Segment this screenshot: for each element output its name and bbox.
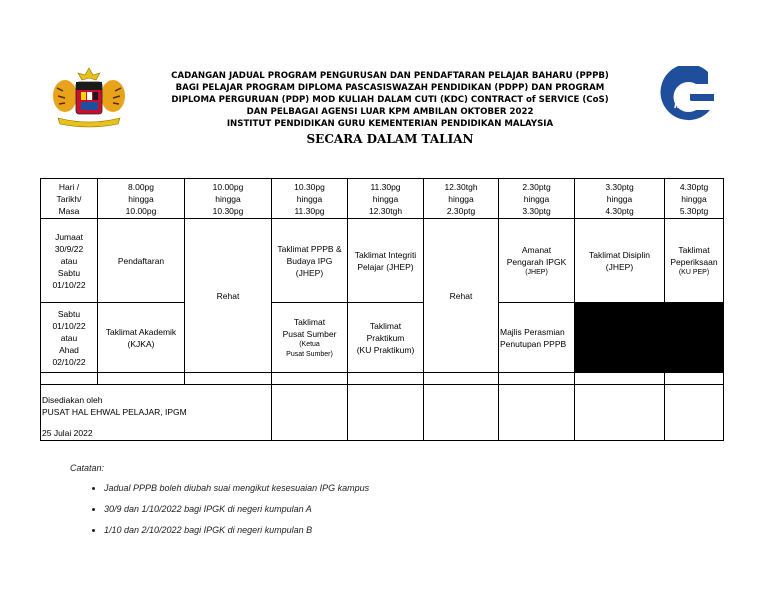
header-cell-time-slot: 2.30ptg hingga 3.30ptg — [499, 179, 575, 219]
session-amanat-pengarah: Amanat Pengarah IPGK (JHEP) — [499, 219, 575, 303]
table-date-row — [41, 427, 724, 441]
session-taklimat-peperiksaan: Taklimat Peperiksaan (KU PEP) — [665, 219, 724, 303]
break-cell: Rehat — [424, 219, 499, 373]
session-majlis-perasmian: Majlis Perasmian Penutupan PPPB — [499, 303, 575, 373]
table-row-day-2 — [41, 303, 724, 373]
coat-of-arms-logo — [48, 66, 130, 130]
notes-section — [70, 463, 369, 545]
header-cell-time-slot: 11.30pg hingga 12.30tgh — [348, 179, 424, 219]
table-spacer-row — [41, 373, 724, 385]
document-date: 25 Julai 2022 — [41, 427, 272, 441]
ipg-logo — [650, 66, 718, 128]
prepared-by-label: Disediakan oleh — [42, 394, 103, 405]
document-header — [140, 70, 640, 147]
table-row-day-1 — [41, 219, 724, 303]
session-taklimat-disiplin: Taklimat Disiplin (JHEP) — [575, 219, 665, 303]
date-cell: Sabtu 01/10/22 atau Ahad 02/10/22 — [41, 303, 98, 373]
header-cell-time-slot: 10.00pg hingga 10.30pg — [185, 179, 272, 219]
header-line: DAN PELBAGAI AGENSI LUAR KPM AMBILAN OKTOBER 2022 — [246, 107, 534, 117]
prepared-by-cell — [41, 385, 272, 427]
ipg-logo-text: IPG — [674, 99, 693, 111]
header-cell-time-slot: 8.00pg hingga 10.00pg — [98, 179, 185, 219]
header-line: CADANGAN JADUAL PROGRAM PENGURUSAN DAN PENDAFTARAN PELAJAR BAHARU (PPPB) — [171, 71, 609, 81]
header-cell-time-slot: 12.30tgh hingga 2.30ptg — [424, 179, 499, 219]
note-item: • 1/10 dan 2/10/2022 bagi IPGK di negeri kumpulan B — [104, 524, 369, 536]
session-taklimat-integriti: Taklimat Integriti Pelajar (JHEP) — [348, 219, 424, 303]
note-item: • 30/9 dan 1/10/2022 bagi IPGK di negeri kumpulan A — [104, 503, 369, 515]
session-taklimat-pusat-sumber: Taklimat Pusat Sumber (Ketua Pusat Sumber) — [272, 303, 348, 373]
document-subtitle: SECARA DALAM TALIAN — [306, 132, 474, 146]
session-taklimat-pppb: Taklimat PPPB & Budaya IPG (JHEP) — [272, 219, 348, 303]
note-item: • Jadual PPPB boleh diubah suai mengikut kesesuaian IPG kampus — [104, 482, 369, 494]
table-header-row — [41, 179, 724, 219]
session-pendaftaran: Pendaftaran — [98, 219, 185, 303]
session-taklimat-praktikum: Taklimat Praktikum (KU Praktikum) — [348, 303, 424, 373]
header-line: BAGI PELAJAR PROGRAM DIPLOMA PASCASISWAZAH PENDIDIKAN (PDPP) DAN PROGRAM — [175, 83, 605, 93]
header-line: INSTITUT PENDIDIKAN GURU KEMENTERIAN PENDIDIKAN MALAYSIA — [226, 119, 554, 129]
table-footer-row — [41, 385, 724, 427]
header-cell-time-slot: 3.30ptg hingga 4.30ptg — [575, 179, 665, 219]
blacked-out-cell — [575, 303, 724, 373]
header-line: DIPLOMA PERGURUAN (PDP) MOD KULIAH DALAM CUTI (KDC) CONTRACT of SERVICE (CoS) — [171, 95, 609, 105]
schedule-table — [40, 178, 724, 441]
date-cell: Jumaat 30/9/22 atau Sabtu 01/10/22 — [41, 219, 98, 303]
notes-list — [70, 482, 369, 536]
header-cell-time-slot: 10.30pg hingga 11.30pg — [272, 179, 348, 219]
notes-title: Catatan: — [70, 463, 105, 473]
session-taklimat-akademik: Taklimat Akademik (KJKA) — [98, 303, 185, 373]
break-cell: Rehat — [185, 219, 272, 373]
prepared-by-unit: PUSAT HAL EHWAL PELAJAR, IPGM — [42, 406, 187, 417]
header-cell-time-slot: 4.30ptg hingga 5.30ptg — [665, 179, 724, 219]
header-cell-day-date-time: Hari / Tarikh/ Masa — [41, 179, 98, 219]
